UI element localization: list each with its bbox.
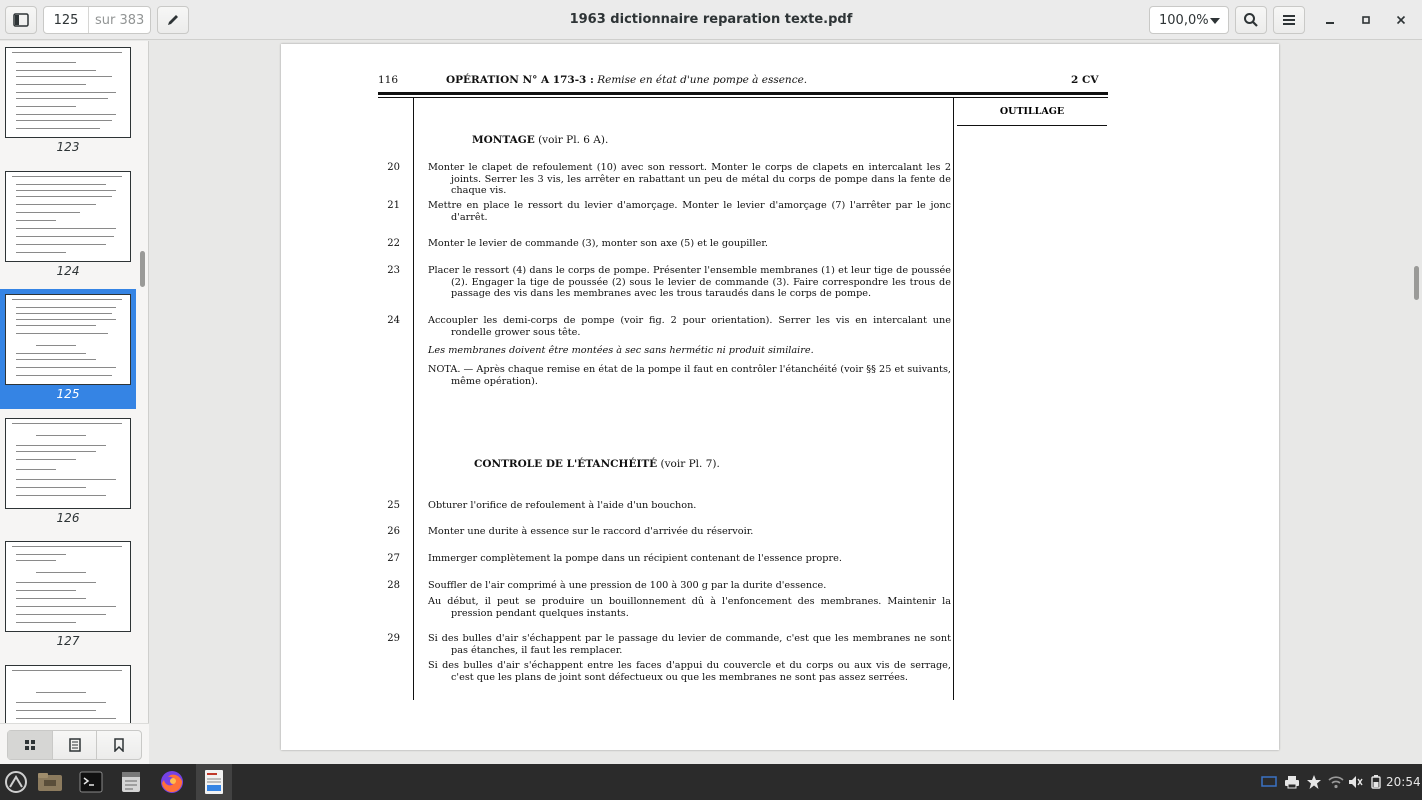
- step-number: 27: [387, 553, 400, 564]
- network-icon: [1261, 775, 1277, 789]
- network-tray[interactable]: [1260, 773, 1278, 791]
- taskbar: [0, 764, 1422, 800]
- star-icon: [1306, 774, 1322, 790]
- text-editor-launcher[interactable]: [115, 767, 147, 797]
- total-pages-label: sur 383: [95, 12, 145, 28]
- document-viewer-icon: [203, 769, 225, 795]
- step-text: Placer le ressort (4) dans le corps de pompe. Présenter l'ensemble membranes (1) et leur tige de poussée (2). Engager la tige de poussée (2) sous le levier de commande (3). Faire correspondre les trous de passage des vis dans les membranes avec les trous taraudés dans le corps de pompe.: [428, 265, 951, 299]
- thumbnail-label: 125: [56, 387, 80, 401]
- current-page-input[interactable]: 125: [44, 7, 89, 33]
- thumbnail-page-124[interactable]: [0, 166, 136, 286]
- folder-icon: [37, 771, 63, 793]
- document-viewer-launcher[interactable]: [198, 767, 230, 797]
- step-text: Monter le clapet de refoulement (10) avec son ressort. Monter le corps de clapets en intercalant les 2 joints. Serrer les 3 vis, les arrêter en rabattant un peu de métal du corps de pompe dans la fente de chaque vis.: [428, 162, 951, 196]
- bookmarks-view-button[interactable]: [97, 731, 141, 759]
- sidebar-footer: [0, 723, 149, 764]
- power-tray[interactable]: [1367, 773, 1385, 791]
- section-ref: (voir Pl. 6 A).: [538, 134, 609, 146]
- maximize-icon: [1361, 15, 1371, 25]
- thumbnail-page-123[interactable]: [0, 42, 136, 162]
- thumbnail-image: [5, 47, 131, 138]
- grid-icon: [24, 739, 36, 751]
- thumbnail-page-126[interactable]: [0, 413, 136, 533]
- file-manager-launcher[interactable]: [34, 767, 66, 797]
- minimize-button[interactable]: [1320, 10, 1340, 30]
- header-bar: [0, 0, 1422, 40]
- annotate-button[interactable]: [157, 6, 189, 34]
- battery-icon: [1368, 774, 1384, 790]
- sidebar: [0, 41, 149, 764]
- volume-icon: [1348, 775, 1364, 789]
- thumbnail-label: 123: [56, 140, 80, 154]
- terminal-launcher[interactable]: [75, 767, 107, 797]
- thumbnail-image: [5, 541, 131, 632]
- step-number: 25: [387, 500, 400, 511]
- header-rule-thin: [378, 97, 1108, 98]
- step-text-continued: Au début, il peut se produire un bouillonnement dû à l'enfoncement des membranes. Maintenir la pression pendant quelques instants.: [428, 596, 951, 619]
- printer-tray[interactable]: [1283, 773, 1301, 791]
- thumbnail-page-128[interactable]: [0, 660, 136, 723]
- thumbnail-image: [5, 171, 131, 262]
- document-view[interactable]: [150, 41, 1422, 764]
- model-label: 2 CV: [1071, 74, 1099, 86]
- step-number: 28: [387, 580, 400, 591]
- close-button[interactable]: [1391, 10, 1411, 30]
- window-title: 1963 dictionnaire reparation texte.pdf: [569, 12, 853, 27]
- section-montage-heading: [472, 134, 608, 146]
- thumbnail-image: [5, 418, 131, 509]
- thumbnail-label: 126: [56, 511, 80, 525]
- search-icon: [1243, 12, 1259, 28]
- page-selector[interactable]: [43, 6, 151, 34]
- step-number: 24: [387, 315, 400, 326]
- clock[interactable]: 20:54: [1386, 775, 1421, 789]
- minimize-icon: [1325, 15, 1335, 25]
- outillage-rule: [957, 125, 1107, 126]
- wifi-tray[interactable]: [1327, 773, 1345, 791]
- operation-title: Remise en état d'une pompe à essence.: [597, 74, 808, 86]
- section-title: CONTROLE DE L'ÉTANCHÉITÉ: [474, 458, 658, 470]
- sidebar-toggle-button[interactable]: [5, 6, 37, 34]
- step-number: 29: [387, 633, 400, 644]
- thumbnail-image: [5, 294, 131, 385]
- outline-view-button[interactable]: [53, 731, 98, 759]
- text-editor-icon: [120, 770, 142, 794]
- thumbnail-label: 127: [56, 634, 80, 648]
- step-number: 21: [387, 200, 400, 211]
- zoom-selector[interactable]: [1149, 6, 1229, 34]
- thumbnail-list[interactable]: [0, 41, 140, 723]
- step-text: Souffler de l'air comprimé à une pression de 100 à 300 g par la durite d'essence.: [428, 580, 827, 591]
- close-icon: [1396, 15, 1406, 25]
- step-note-italic: Les membranes doivent être montées à sec sans hermétic ni produit similaire.: [428, 345, 814, 356]
- operation-label: OPÉRATION N° A 173-3 :: [446, 74, 594, 86]
- document-outline-icon: [69, 738, 81, 752]
- step-text: Mettre en place le ressort du levier d'amorçage. Monter le levier d'amorçage (7) l'arrêter par le jonc d'arrêt.: [428, 200, 951, 223]
- start-menu-icon: [4, 770, 28, 794]
- pdf-page: [281, 44, 1279, 750]
- operation-header: [446, 74, 807, 86]
- outillage-header: OUTILLAGE: [999, 106, 1065, 117]
- step-text: Monter une durite à essence sur le raccord d'arrivée du réservoir.: [428, 526, 754, 537]
- terminal-icon: [79, 771, 103, 793]
- column-divider-right: [953, 98, 954, 700]
- search-button[interactable]: [1235, 6, 1267, 34]
- pencil-icon: [166, 13, 180, 27]
- document-scrollbar[interactable]: [1414, 266, 1419, 300]
- step-number: 23: [387, 265, 400, 276]
- zoom-value: 100,0%: [1159, 12, 1209, 28]
- thumbnail-label: 124: [56, 264, 80, 278]
- bookmark-icon: [114, 738, 124, 752]
- firefox-launcher[interactable]: [156, 767, 188, 797]
- column-divider-left: [413, 98, 414, 700]
- thumbnail-image: [5, 665, 131, 723]
- step-number: 26: [387, 526, 400, 537]
- sidebar-scrollbar[interactable]: [140, 251, 145, 287]
- step-text: Si des bulles d'air s'échappent par le passage du levier de commande, c'est que les membranes ne sont pas étanches, il faut les remplacer.: [428, 633, 951, 656]
- volume-tray[interactable]: [1347, 773, 1365, 791]
- step-text: Accoupler les demi-corps de pompe (voir fig. 2 pour orientation). Serrer les vis en intercalant une rondelle grower sous tête.: [428, 315, 951, 338]
- step-text: Monter le levier de commande (3), monter son axe (5) et le goupiller.: [428, 238, 768, 249]
- start-menu-button[interactable]: [0, 767, 32, 797]
- printer-icon: [1284, 775, 1300, 789]
- menu-button[interactable]: [1273, 6, 1305, 34]
- section-title: MONTAGE: [472, 134, 535, 146]
- nota-text: NOTA. — Après chaque remise en état de la pompe il faut en contrôler l'étanchéité (voir §§ 25 et suivants, même opération).: [428, 364, 951, 387]
- step-number: 20: [387, 162, 400, 173]
- header-rule: [378, 92, 1108, 95]
- thumbnail-page-125[interactable]: [0, 289, 136, 409]
- page-number: 116: [378, 74, 399, 86]
- step-number: 22: [387, 238, 400, 249]
- wifi-icon: [1328, 775, 1344, 789]
- hamburger-menu-icon: [1283, 14, 1295, 26]
- sidebar-icon: [13, 13, 29, 27]
- firefox-icon: [159, 769, 185, 795]
- thumbnail-page-127[interactable]: [0, 536, 136, 656]
- section-ref: (voir Pl. 7).: [660, 458, 720, 470]
- favorites-tray[interactable]: [1305, 773, 1323, 791]
- section-controle-heading: [474, 458, 720, 470]
- step-text: Immerger complètement la pompe dans un récipient contenant de l'essence propre.: [428, 553, 842, 564]
- step-text: Obturer l'orifice de refoulement à l'aide d'un bouchon.: [428, 500, 697, 511]
- step-text-continued: Si des bulles d'air s'échappent entre les faces d'appui du couvercle et du corps ou aux vis de serrage, c'est que les plans de joint sont défectueux ou que les membranes ne sont pas assez serrées.: [428, 660, 951, 683]
- thumbnails-view-button[interactable]: [8, 731, 53, 759]
- sidebar-view-switcher: [7, 730, 142, 760]
- chevron-down-icon: [1210, 18, 1220, 24]
- maximize-button[interactable]: [1356, 10, 1376, 30]
